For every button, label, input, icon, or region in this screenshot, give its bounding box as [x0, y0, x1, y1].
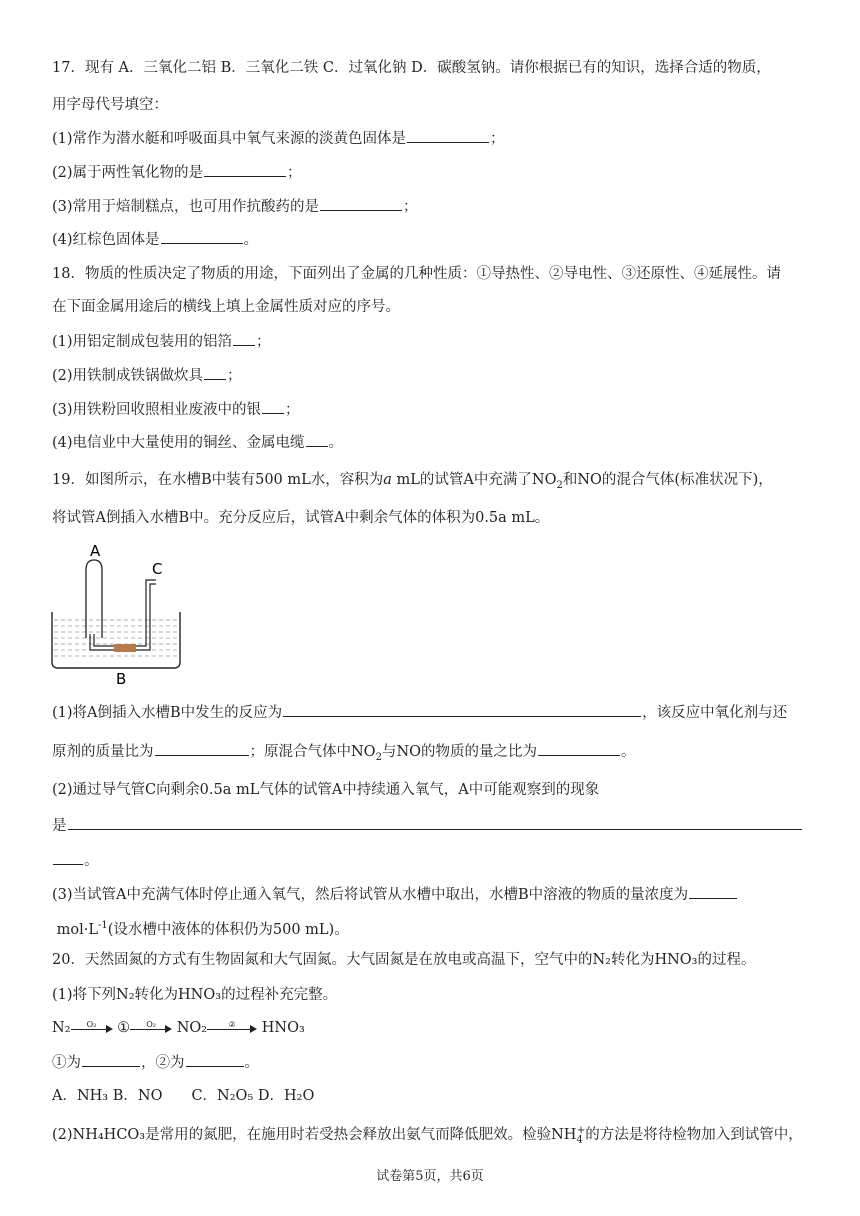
apparatus-figure: [46, 538, 196, 688]
label-tube-c: C: [152, 560, 163, 578]
answer-blank[interactable]: [53, 850, 83, 865]
q18-part2: (2)用铁制成铁锅做炊具 ；: [52, 365, 242, 386]
answer-blank[interactable]: [689, 884, 737, 899]
answer-blank[interactable]: [320, 196, 402, 211]
reaction-arrow: ②: [207, 1021, 257, 1035]
reaction-arrow: O₂: [71, 1021, 113, 1035]
q17-part4: (4)红棕色固体是 。: [52, 229, 258, 250]
answer-blank[interactable]: [407, 128, 489, 143]
q19-stem-line2: 将试管A倒插入水槽B中。充分反应后，试管A中剩余气体的体积为0.5a mL。: [52, 510, 550, 526]
delivery-tube-c: [90, 580, 156, 650]
q19-stem-line1: 19．如图所示，在水槽B中装有500 mL水，容积为a mL的试管A中充满了$NO_2$和NO的混合气体(标准状况下)，: [52, 472, 773, 491]
q18-stem-line1: 18．物质的性质决定了物质的用途，下面列出了金属的几种性质：①导热性、②导电性、③还原性、④延展性。请: [52, 266, 781, 282]
q19-part1-line1: (1)将A倒插入水槽B中发生的反应为 ，该反应中氧化剂与还: [52, 702, 787, 723]
water-trough-b: [52, 612, 180, 668]
answer-blank[interactable]: [155, 741, 249, 756]
q19-part2-line2: 是: [52, 815, 803, 836]
answer-blank[interactable]: [306, 432, 328, 447]
label-test-tube-a: A: [90, 542, 101, 560]
q17-stem-line1: 17．现有 A．三氧化二铝 B．三氧化二铁 C．过氧化钠 D．碳酸氢钠。请你根据已有的知识，选择合适的物质，: [52, 60, 771, 76]
answer-blank[interactable]: [538, 741, 620, 756]
q18-part3: (3)用铁粉回收照相业废液中的银 ；: [52, 399, 300, 420]
q17-part3: (3)常用于焙制糕点，也可用作抗酸药的是 ；: [52, 196, 418, 217]
q17-part1: (1)常作为潜水艇和呼吸面具中氧气来源的淡黄色固体是 ；: [52, 128, 505, 149]
q20-part1: (1)将下列N₂转化为HNO₃的过程补充完整。: [52, 987, 338, 1003]
q18-part4: (4)电信业中大量使用的铜丝、金属电缆 。: [52, 432, 343, 453]
answer-blank[interactable]: [262, 399, 284, 414]
q19-part3-line1: (3)当试管A中充满气体时停止通入氧气，然后将试管从水槽中取出，水槽B中溶液的物质的量浓度为: [52, 884, 738, 905]
answer-blank[interactable]: [283, 702, 641, 717]
label-trough-b: B: [116, 670, 127, 688]
q18-stem-line2: 在下面金属用途后的横线上填上金属性质对应的序号。: [52, 299, 400, 315]
answer-blank[interactable]: [233, 331, 255, 346]
q19-part1-line2: 原剂的质量比为 ；原混合气体中$NO_2$与NO的物质的量之比为 。: [52, 741, 636, 768]
q18-part1: (1)用铝定制成包装用的铝箔 ；: [52, 331, 271, 352]
answer-blank[interactable]: [204, 162, 286, 177]
q20-fill: ①为 ，②为 。: [52, 1052, 259, 1073]
q19-part3-line2: $mol\cdot L^{-1}$(设水槽中液体的体积仍为500 mL)。: [56, 920, 349, 938]
page-footer: 试卷第5页，共6页: [376, 1169, 484, 1184]
answer-blank[interactable]: [68, 815, 802, 830]
q20-stem: 20．天然固氮的方式有生物固氮和大气固氮。大气固氮是在放电或高温下，空气中的N₂转化为HNO₃的过程。: [52, 952, 756, 968]
q17-part2: (2)属于两性氧化物的是 ；: [52, 162, 302, 183]
rubber-connector: [114, 644, 136, 652]
q20-reaction-chain: N₂ O₂ ① O₂ NO₂ ② HNO₃: [52, 1020, 305, 1036]
q20-part2: (2)NH₄HCO₃是常用的氮肥，在施用时若受热会释放出氨气而降低肥效。检验$NH_4^+$的方法是将待检物加入到试管中，: [52, 1125, 803, 1146]
answer-blank[interactable]: [204, 365, 226, 380]
q19-part2-line3: 。: [52, 850, 99, 871]
q20-options: A．NH₃ B．NO C．N₂O₅ D．H₂O: [52, 1088, 315, 1104]
q19-part2-line1: (2)通过导气管C向剩余0.5a mL气体的试管A中持续通入氧气，A中可能观察到的现象: [52, 782, 600, 798]
answer-blank[interactable]: [82, 1052, 140, 1067]
answer-blank[interactable]: [161, 229, 243, 244]
answer-blank[interactable]: [186, 1052, 244, 1067]
reaction-arrow: O₂: [130, 1021, 172, 1035]
q17-stem-line2: 用字母代号填空：: [52, 97, 168, 113]
